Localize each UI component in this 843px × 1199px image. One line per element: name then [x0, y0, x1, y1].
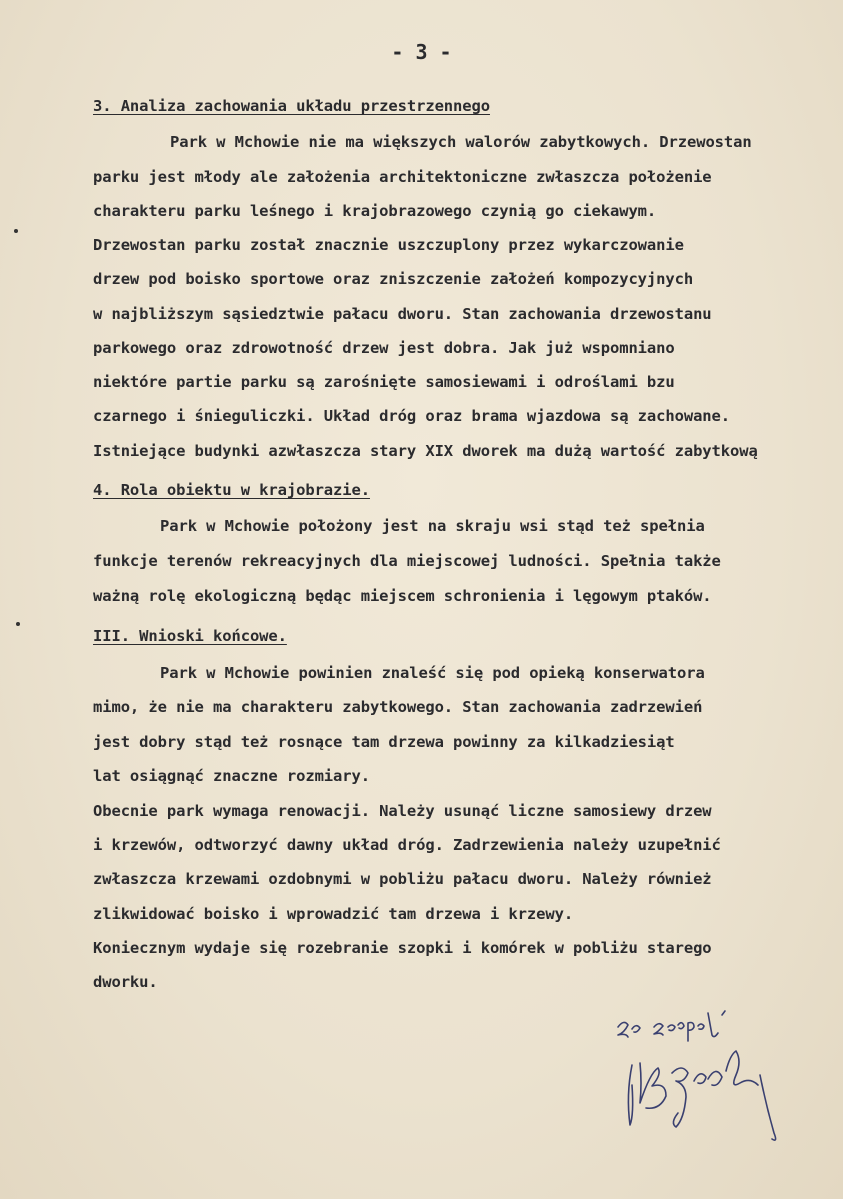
page-number: - 3 - [391, 40, 452, 64]
section-heading: 3. Analiza zachowania układu przestrzennego [93, 97, 490, 115]
section-heading: 4. Rola obiektu w krajobrazie. [93, 481, 370, 499]
text-line: jest dobry stąd też rosnące tam drzewa powinny za kilkadziesiąt [93, 733, 675, 751]
text-line: Obecnie park wymaga renowacji. Należy usunąć liczne samosiewy drzew [93, 802, 712, 820]
text-line: Drzewostan parku został znacznie uszczuplony przez wykarczowanie [93, 236, 684, 254]
margin-mark [14, 229, 18, 233]
text-line: drzew pod boisko sportowe oraz zniszczenie założeń kompozycyjnych [93, 270, 694, 288]
text-line: Park w Mchowie nie ma większych walorów zabytkowych. Drzewostan [170, 133, 752, 151]
text-line: niektóre partie parku są zarośnięte samosiewami i odroślami bzu [93, 373, 675, 391]
text-line: dworku. [93, 973, 158, 991]
text-line: charakteru parku leśnego i krajobrazowego czynią go ciekawym. [93, 202, 657, 220]
text-line: Park w Mchowie powinien znaleść się pod opieką konserwatora [160, 664, 705, 682]
text-line: Istniejące budynki azwłaszcza stary XIX dworek ma dużą wartość zabytkową [93, 442, 758, 460]
text-line: parkowego oraz zdrowotność drzew jest dobra. Jak już wspomniano [93, 339, 675, 357]
text-line: mimo, że nie ma charakteru zabytkowego. Stan zachowania zadrzewień [93, 698, 703, 716]
text-line: czarnego i śnieguliczki. Układ dróg oraz brama wjazdowa są zachowane. [93, 407, 730, 425]
text-line: parku jest młody ale założenia architektoniczne zwłaszcza położenie [93, 168, 712, 186]
text-line: ważną rolę ekologiczną będąc miejscem schronienia i lęgowym ptaków. [93, 587, 712, 605]
section-heading: III. Wnioski końcowe. [93, 627, 287, 645]
handwritten-signature [610, 1005, 830, 1145]
text-line: Koniecznym wydaje się rozebranie szopki i komórek w pobliżu starego [93, 939, 712, 957]
text-line: i krzewów, odtworzyć dawny układ dróg. Zadrzewienia należy uzupełnić [93, 836, 721, 854]
text-line: zwłaszcza krzewami ozdobnymi w pobliżu pałacu dworu. Należy również [93, 870, 712, 888]
margin-mark [16, 622, 20, 626]
text-line: funkcje terenów rekreacyjnych dla miejscowej ludności. Spełnia także [93, 552, 721, 570]
text-line: Park w Mchowie położony jest na skraju wsi stąd też spełnia [160, 517, 705, 535]
text-line: zlikwidować boisko i wprowadzić tam drzewa i krzewy. [93, 905, 574, 923]
text-line: lat osiągnąć znaczne rozmiary. [93, 767, 370, 785]
text-line: w najbliższym sąsiedztwie pałacu dworu. Stan zachowania drzewostanu [93, 305, 712, 323]
